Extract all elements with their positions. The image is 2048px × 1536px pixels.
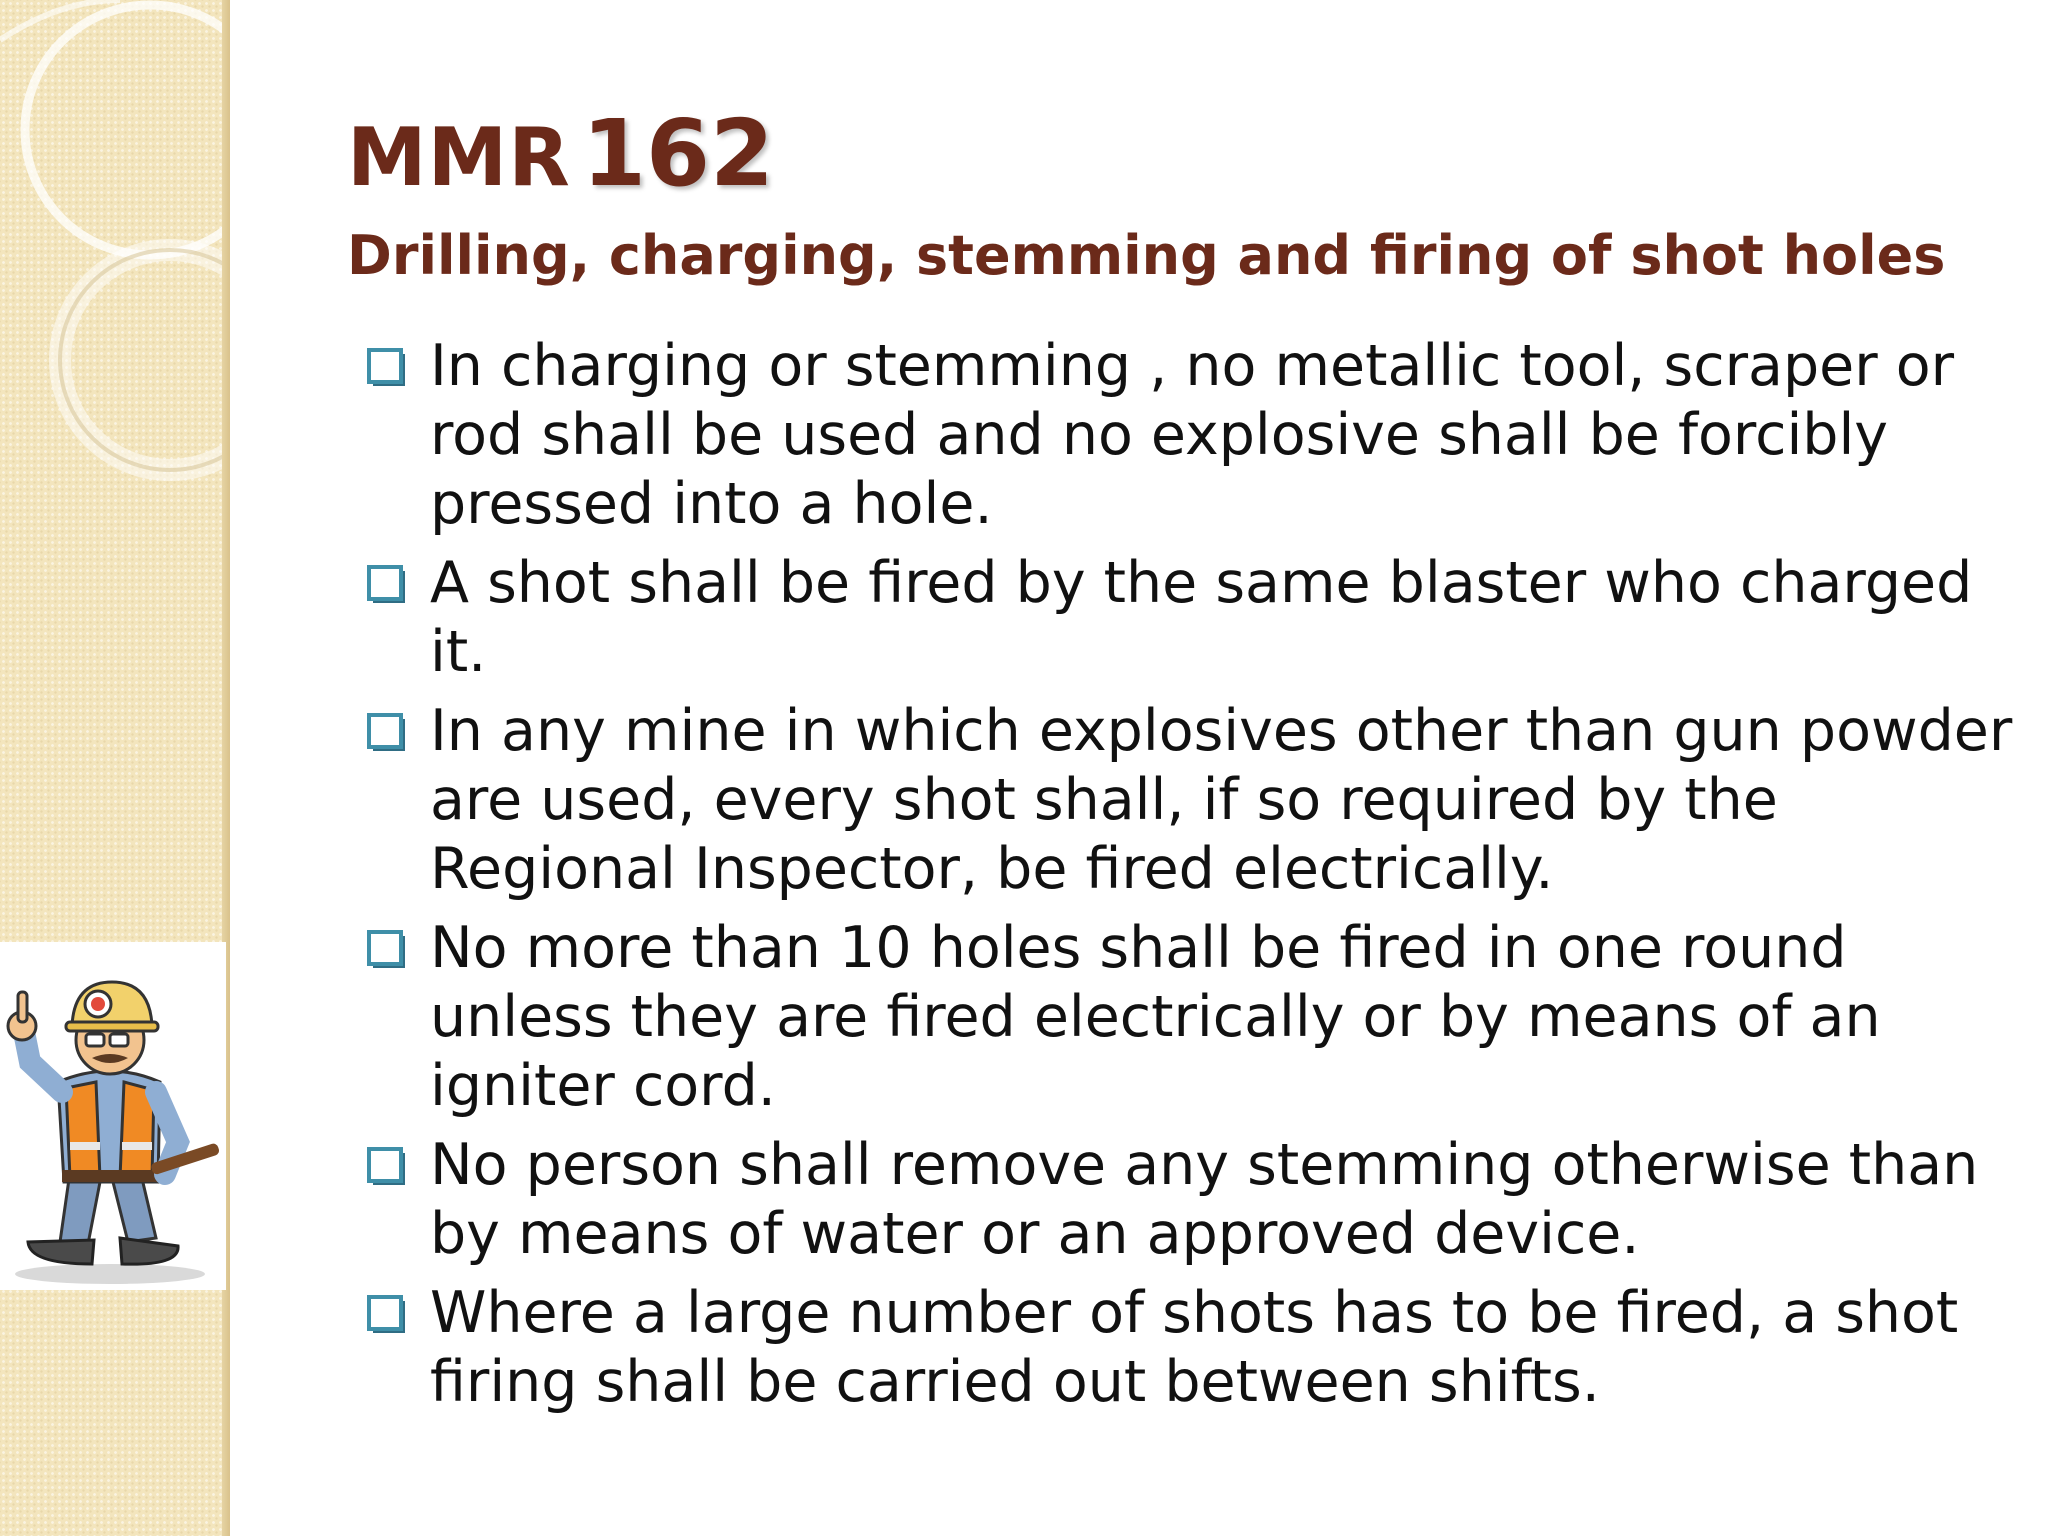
- slide-subtitle: Drilling, charging, stemming and firing of shot holes: [347, 224, 1946, 287]
- bullet-item: [365, 549, 2015, 687]
- title-code: MMR: [347, 111, 571, 204]
- bullet-item: [365, 914, 2015, 1121]
- slide-title: [347, 100, 774, 207]
- checkbox-square-icon: [365, 1145, 409, 1189]
- bullet-item: [365, 1131, 2015, 1269]
- bullet-text: In any mine in which explosives other than gun powder are used, every shot shall, if so required by the Regional Inspector, be fired electrically.: [430, 698, 2013, 902]
- bullet-text: A shot shall be fired by the same blaster who charged it.: [430, 550, 1973, 685]
- bullet-text: In charging or stemming , no metallic tool, scraper or rod shall be used and no explosive shall be forcibly pressed into a hole.: [430, 333, 1955, 537]
- miner-illustration: [0, 942, 226, 1290]
- checkbox-square-icon: [365, 346, 409, 390]
- decorative-rings-icon: [0, 0, 230, 520]
- bullet-text: No person shall remove any stemming otherwise than by means of water or an approved device.: [430, 1132, 1979, 1267]
- checkbox-square-icon: [365, 563, 409, 607]
- checkbox-square-icon: [365, 711, 409, 755]
- bullet-item: [365, 332, 2015, 539]
- bullet-text: No more than 10 holes shall be fired in one round unless they are fired electrically or by means of an igniter cord.: [430, 915, 1881, 1119]
- bullet-item: [365, 697, 2015, 904]
- miner-icon: [0, 942, 226, 1290]
- sidebar-edge: [222, 0, 230, 1536]
- checkbox-square-icon: [365, 1293, 409, 1337]
- checkbox-square-icon: [365, 928, 409, 972]
- decorative-sidebar: [0, 0, 230, 1536]
- bullet-item: [365, 1279, 2015, 1417]
- bullet-text: Where a large number of shots has to be fired, a shot firing shall be carried out between shifts.: [430, 1280, 1959, 1415]
- title-number: 162: [581, 100, 775, 207]
- bullet-list: [365, 332, 2015, 1427]
